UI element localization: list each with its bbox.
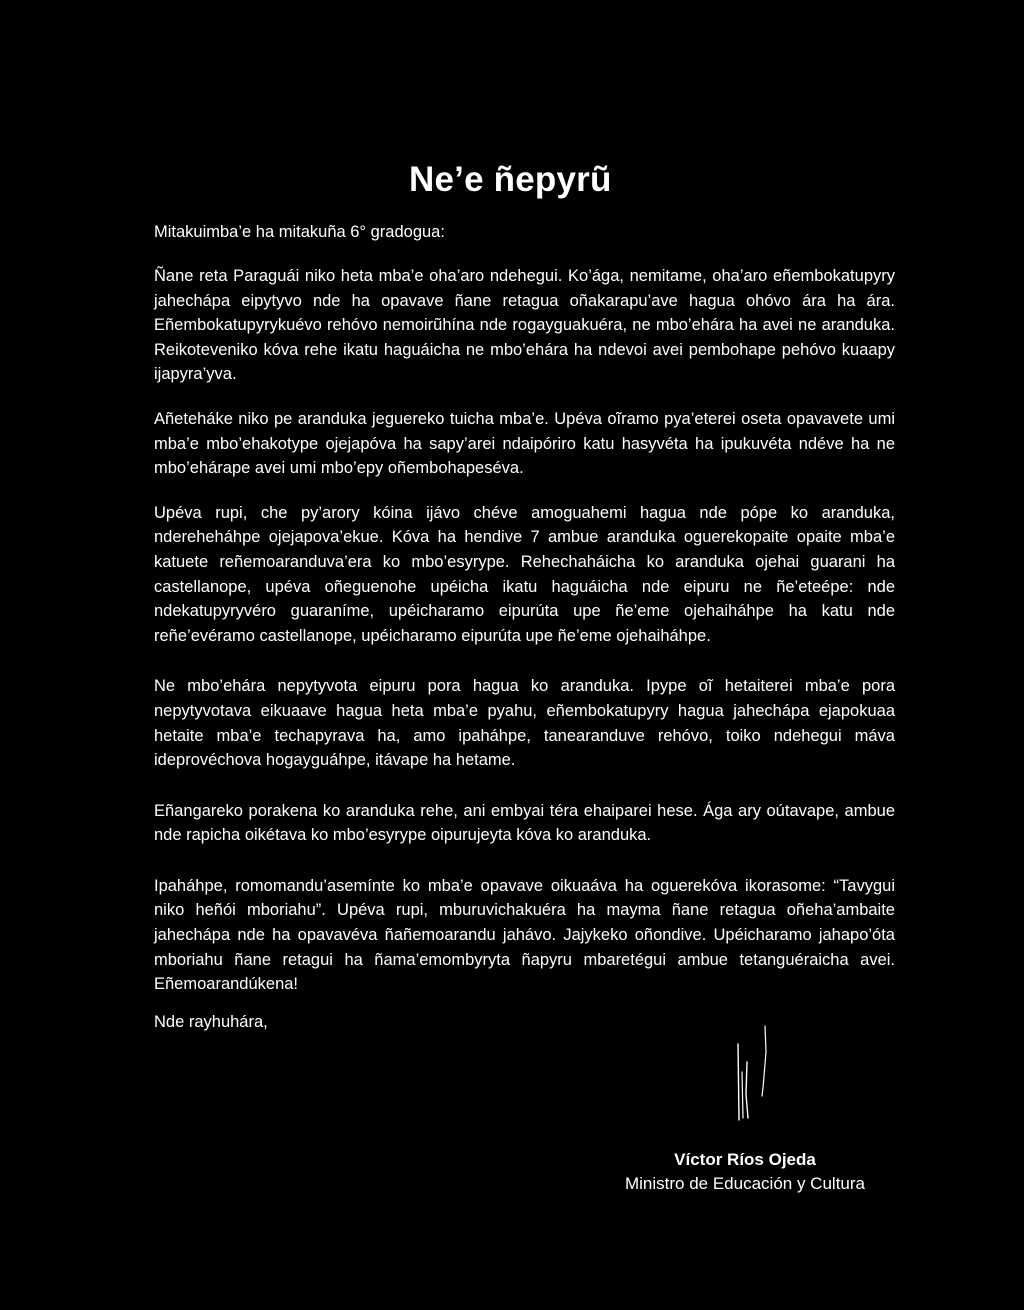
paragraph: Upéva rupi, che py’arory kóina ijávo chéve amoguahemi hagua nde pópe ko aranduka, ndereheháhpe ojejapova’ekue. Kóva ha hendive 7 ambue aranduka oguerekopaite opaite mba’e katuete reñemoaranduva’era ko mbo’esyrype. Rehechaháicha ko aranduka ojehai guarani ha castellanope, upéva oñeguenohe upéicha ikatu haguáicha nde eipuru ne ñe’eteépe: nde ndekatupyryvéro guaraníme, upéicharamo eipurúta upe ñe’eme ojehaiháhpe ha katu nde reñe’evéramo castellanope, upéicharamo eipurúta upe ñe’eme ojehaiháhpe. bbox=[154, 503, 895, 645]
letter-body bbox=[154, 264, 895, 1023]
paragraph: Ñane reta Paraguái niko heta mba’e oha’aro ndehegui. Ko’ága, nemitame, oha’aro eñembokatupyry jahechápa eipytyvo nde ha opavave ñane retagua oñakarapu’ave hagua ohóvo ára ha ára. Eñembokatupyrykuévo rehóvo nemoirũhína nde rogayguakuéra, ne mbo’ehára ha avei ne aranduka. Reikoteveniko kóva rehe ikatu haguáicha ne mbo’ehára ha ndevoi avei pembohape pehóvo kuaapy ijapyra’yva. bbox=[154, 267, 895, 384]
signer-name: Víctor Ríos Ojeda bbox=[674, 1150, 816, 1169]
paragraph: Ne mbo’ehára nepytyvota eipuru pora hagua ko aranduka. Ipype oĩ hetaiterei mba’e pora nepytyvotava eikuaave hagua heta mba’e pyahu, eñembokatupyry hagua jahechápa ejapokuaa hetaite mba’e techapyrava ha, amo ipaháhpe, tanearanduve rehóvo, toiko ndehegui máva ideprovéchova hogayguáhpe, itávape ha hetame. bbox=[154, 677, 895, 770]
signer-block bbox=[600, 1148, 890, 1196]
paragraph: Ipaháhpe, romomandu’asemínte ko mba’e opavave oikuaáva ha oguerekóva ikorasome: “Tavygui niko heñói mboriahu”. Upéva rupi, mburuvichakuéra ha mayma ñane retagua oñeha’ambaite jahechápa nde ha opavavéva ñañemoarandu jahávo. Jajykeko oñondive. Upéicharamo jahapo’óta mboriahu ñane retagui ha ñama’emombyryta ñapyru mbaretégui ambue tetanguéraicha avei. Eñemoarandúkena! bbox=[154, 876, 895, 994]
paragraph: Eñangareko porakena ko aranduka rehe, ani embyai téra ehaiparei hese. Ága ary oútavape, ambue nde rapicha oikétava ko mbo’esyrype oipurujeyta kóva ko aranduka. bbox=[154, 801, 895, 845]
handwritten-signature bbox=[728, 1022, 788, 1122]
letter-title: Ne’e ñepyrũ bbox=[409, 160, 612, 199]
closing: Nde rayhuhára, bbox=[154, 1013, 268, 1031]
paragraph: Añeteháke niko pe aranduka jeguereko tuicha mba’e. Upéva oĩramo pya’eterei oseta opavavete umi mba’e mbo’ehakotype ojejapóva ha sapy’arei ndaipóriro katu hasyvéta ha ipukuvéta ndéve ha ne mbo’ehárape avei umi mbo’epy oñembohapeséva. bbox=[154, 409, 895, 478]
signer-role: Ministro de Educación y Cultura bbox=[624, 1174, 865, 1193]
salutation: Mitakuimba’e ha mitakuña 6° gradogua: bbox=[154, 223, 445, 241]
